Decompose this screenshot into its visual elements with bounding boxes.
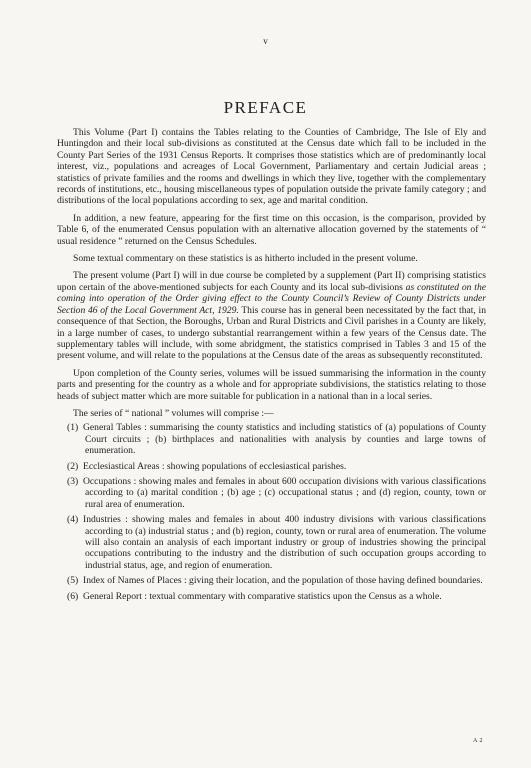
list-item xyxy=(57,461,486,472)
list-item-number: (6) xyxy=(67,590,79,602)
list-item xyxy=(57,476,486,510)
preface-body xyxy=(57,127,486,606)
paragraph-4-part-a: The present volume (Part I) will in due course be completed by a supplement (Part II) comprising statistics upon certain of the above-mentioned subjects for each County and its local sub-divisions xyxy=(57,270,486,293)
list-item-text: General Report : textual commentary with comparative statistics upon the Census as a whole. xyxy=(83,590,442,602)
paragraph-4-part-c: This course has in general been necessitated by the fact that, in consequence of that Section, the Boroughs, Urban and Rural Districts and Civil parishes in a County are likely, in a large number of cases, to undergo substantial rearrangement within a few years of the Census date. The supplementary tables will include, with some abridgment, the statistics comprised in Tables 3 and 15 of the present volume, and will relate to the populations at the Census date of the areas as subsequently reconstituted. xyxy=(57,304,486,362)
paragraph-2: In addition, a new feature, appearing for the first time on this occasion, is the comparison, provided by Table 6, of the enumerated Census population with an alternative allocation governed by the statements of “ usual residence ” returned on the Census Schedules. xyxy=(57,212,486,247)
paragraph-4-italic: as constituted on the coming into operation of the Order giving effect to the County Council’s Review of County Districts under Section 46 of the Local Government Act, 1929. xyxy=(57,281,486,316)
list-item-text: Index of Names of Places : giving their location, and the population of those having defined boundaries. xyxy=(83,575,483,587)
page-number: v xyxy=(263,36,268,46)
national-volumes-list xyxy=(57,422,486,602)
list-item xyxy=(57,422,486,456)
list-item-text: General Tables : summarising the county statistics and including statistics of (a) populations of County Court circuits ; (b) birthplaces and nationalities with analysis by counties and large towns of enumeration. xyxy=(83,422,486,457)
paragraph-4 xyxy=(57,270,486,361)
list-item-number: (1) xyxy=(67,422,79,434)
list-item-number: (4) xyxy=(67,514,79,526)
list-item xyxy=(57,514,486,571)
list-item-text: Industries : showing males and females in about 400 industry divisions with various classifications according to (a) industrial status ; and (b) region, county, town or rural area of enumeration. The volume will also contain an analysis of each important industry or group of industries showing the principal occupations contributing to the industry and the distribution of such occupation groups according to industrial status, age, and region of enumeration. xyxy=(83,514,486,571)
paragraph-3: Some textual commentary on these statistics is as hitherto included in the present volume. xyxy=(73,253,418,265)
list-item-text: Occupations : showing males and females in about 600 occupation divisions with various classifications according to (a) marital condition ; (b) age ; (c) occupational status ; and (d) region, county, town or rural area of enumeration. xyxy=(83,475,486,510)
list-item-number: (5) xyxy=(67,575,79,587)
signature-mark: A 2 xyxy=(472,738,483,744)
list-item-text: Ecclesiastical Areas : showing populations of ecclesiastical parishes. xyxy=(83,460,347,472)
list-item-number: (3) xyxy=(67,475,79,487)
list-item xyxy=(57,591,486,602)
list-lead: The series of “ national ” volumes will comprise :— xyxy=(73,407,274,419)
list-item-number: (2) xyxy=(67,460,79,472)
paragraph-5: Upon completion of the County series, volumes will be issued summarising the information in the county parts and presenting for the country as a whole and for appropriate subdivisions, the statistics relating to those heads of subject matter which are more suitable for publication in a national than in a local series. xyxy=(57,367,486,402)
page-title: PREFACE xyxy=(223,98,308,117)
list-item xyxy=(57,575,486,586)
paragraph-1: This Volume (Part I) contains the Tables relating to the Counties of Cambridge, The Isle of Ely and Huntingdon and their local sub-divisions as constituted at the Census date which fall to be included in the County Part Series of the 1931 Census Reports. It comprises those statistics which are of predominantly local interest, viz., populations and acreages of Local Government, Parliamentary and certain Judicial areas ; statistics of private families and the rooms and dwellings in which they live, together with the complementary records of institutions, etc., housing miscellaneous types of population outside the private family category ; and distributions of the local populations according to sex, age and marital condition. xyxy=(57,127,486,207)
